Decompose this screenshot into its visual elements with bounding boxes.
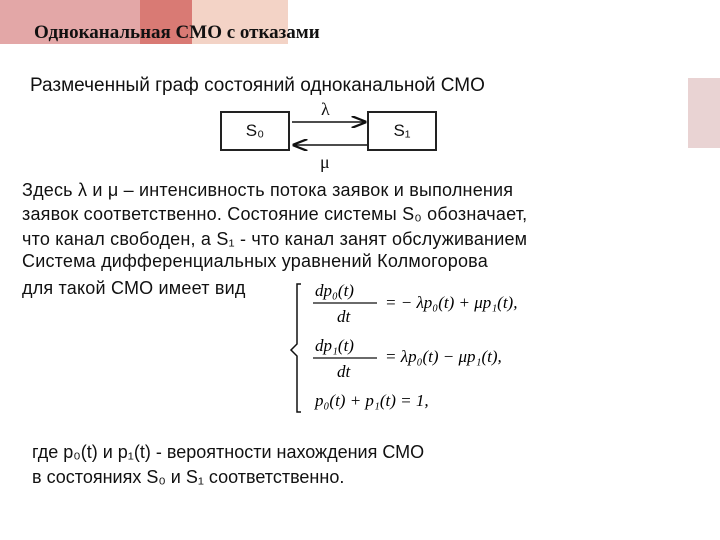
description-line-3: что канал свободен, а S₁ - что канал занят обслуживанием [22,229,528,249]
equation-brace [291,284,301,412]
footer-line-2: в состояниях S₀ и S₁ соответственно. [32,467,345,487]
lambda-label: λ [321,99,330,119]
eq2-denominator: dt [337,362,351,381]
description-line-4: Система дифференциальных уравнений Колмогорова [22,251,488,271]
footer-line-1: где p₀(t) и p₁(t) - вероятности нахождения СМО [32,442,425,462]
slide-title: Одноканальная СМО с отказами [34,22,320,43]
description-line-2: заявок соответственно. Состояние системы S₀ обозначает, [22,204,528,224]
description-line-5: для такой СМО имеет вид [22,278,246,298]
eq3: p₀(t) + p₁(t) = 1, [315,391,429,410]
state-s1-box [367,111,437,151]
side-decor-tab [688,78,720,148]
state-s0-box [220,111,290,151]
kolmogorov-equations [285,278,605,418]
eq1-rhs: = − λp₀(t) + μp₁(t), [385,293,518,312]
state-s0-label: S₀ [245,121,265,140]
state-s1-label: S₁ [393,121,411,140]
transition-arrows [290,100,370,160]
description-line-1: Здесь λ и μ – интенсивность потока заявок и выполнения [22,180,514,200]
eq1-numerator: dp₀(t) [315,281,354,300]
eq1-denominator: dt [337,307,351,326]
mu-label: μ [320,152,330,172]
graph-heading: Размеченный граф состояний одноканальной СМО [30,75,485,96]
eq2-numerator: dp₁(t) [315,336,354,355]
eq2-rhs: = λp₀(t) − μp₁(t), [385,347,502,366]
